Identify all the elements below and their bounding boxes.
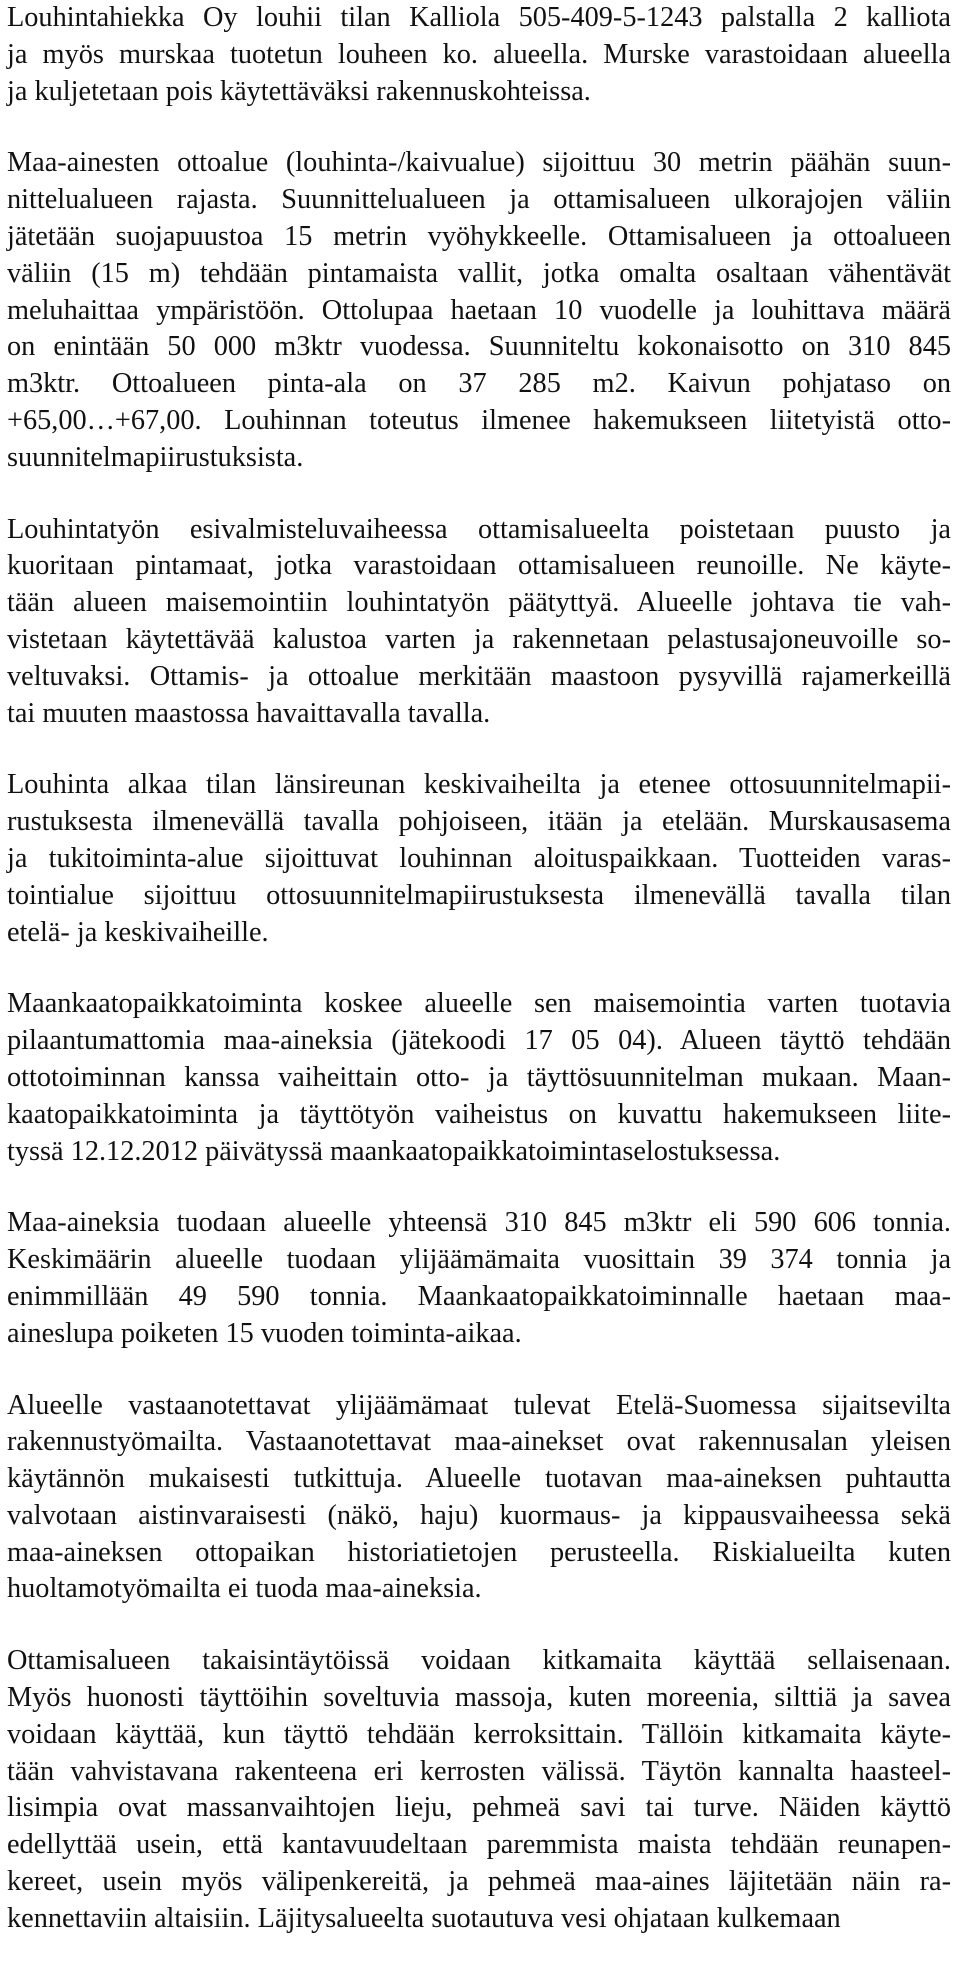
text-line: vistetaan käytettävää kalustoa varten ja rakennetaan pelastusajoneuvoille so- xyxy=(7,623,951,655)
text-line: ja kuljetetaan pois käytettäväksi rakennuskohteissa. xyxy=(7,75,591,107)
text-line: enimmillään 49 590 tonnia. Maankaatopaikkatoiminnalle haetaan maa- xyxy=(7,1280,951,1312)
text-line: Keskimäärin alueelle tuodaan ylijäämämaita vuosittain 39 374 tonnia ja xyxy=(7,1244,951,1276)
text-line: m3ktr. Ottoalueen pinta-ala on 37 285 m2. Kaivun pohjataso on xyxy=(7,368,951,400)
paragraph-2 xyxy=(7,145,951,476)
text-line: kuoritaan pintamaat, jotka varastoidaan ottamisalueen reunoille. Ne käyte- xyxy=(7,550,951,582)
text-line: voidaan käyttää, kun täyttö tehdään kerroksittain. Tällöin kitkamaita käyte- xyxy=(7,1718,951,1750)
text-line: ottotoiminnan kanssa vaiheittain otto- ja täyttösuunnitelman mukaan. Maan- xyxy=(7,1061,951,1093)
text-line: rakennustyömailta. Vastaanotettavat maa-ainekset ovat rakennusalan yleisen xyxy=(7,1426,951,1458)
text-line: Louhinta alkaa tilan länsireunan keskivaiheilta ja etenee ottosuunnitelmapii- xyxy=(7,769,951,801)
text-line: on enintään 50 000 m3ktr vuodessa. Suunniteltu kokonaisotto on 310 845 xyxy=(7,331,951,363)
text-line: kaatopaikkatoiminta ja täyttötyön vaiheistus on kuvattu hakemukseen liite- xyxy=(7,1098,951,1130)
paragraph-3 xyxy=(7,512,951,733)
text-line: tään vahvistavana rakenteena eri kerrosten välissä. Täytön kannalta haasteel- xyxy=(7,1755,951,1787)
text-line: Louhintatyön esivalmisteluvaiheessa ottamisalueelta poistetaan puusto ja xyxy=(7,513,951,545)
text-line: käytännön mukaisesti tutkittuja. Alueelle tuotavan maa-aineksen puhtautta xyxy=(7,1463,951,1495)
text-line: ja tukitoiminta-alue sijoittuvat louhinnan aloituspaikkaan. Tuotteiden varas- xyxy=(7,842,951,874)
document-page xyxy=(7,0,951,1973)
text-line: ja myös murskaa tuotetun louheen ko. alueella. Murske varastoidaan alueella xyxy=(7,38,951,70)
text-line: tyssä 12.12.2012 päivätyssä maankaatopaikkatoimintaselostuksessa. xyxy=(7,1135,781,1167)
paragraph-1 xyxy=(7,0,951,110)
text-line: pilaantumattomia maa-aineksia (jätekoodi 17 05 04). Alueen täyttö tehdään xyxy=(7,1025,951,1057)
text-line: edellyttää usein, että kantavuudeltaan paremmista maista tehdään reunapen- xyxy=(7,1829,951,1861)
text-line: nittelualueen rajasta. Suunnittelualueen ja ottamisalueen ulkorajojen väliin xyxy=(7,184,951,216)
text-line: +65,00…+67,00. Louhinnan toteutus ilmenee hakemukseen liitetyistä otto- xyxy=(7,404,951,436)
text-line: veltuvaksi. Ottamis- ja ottoalue merkitään maastoon pysyvillä rajamerkeillä xyxy=(7,660,951,692)
text-line: Maa-ainesten ottoalue (louhinta-/kaivualue) sijoittuu 30 metrin päähän suun- xyxy=(7,147,951,179)
paragraph-7 xyxy=(7,1388,951,1609)
text-line: huoltamotyömailta ei tuoda maa-aineksia. xyxy=(7,1573,482,1605)
text-line: Maa-aineksia tuodaan alueelle yhteensä 310 845 m3ktr eli 590 606 tonnia. xyxy=(7,1207,951,1239)
text-line: tai muuten maastossa havaittavalla tavalla. xyxy=(7,697,491,729)
text-line: meluhaittaa ympäristöön. Ottolupaa haetaan 10 vuodelle ja louhittava määrä xyxy=(7,294,951,326)
text-line: Myös huonosti täyttöihin soveltuvia massoja, kuten moreenia, silttiä ja savea xyxy=(7,1682,951,1714)
text-line: tointialue sijoittuu ottosuunnitelmapiirustuksesta ilmenevällä tavalla tilan xyxy=(7,879,951,911)
text-line: Alueelle vastaanotettavat ylijäämämaat tulevat Etelä-Suomessa sijaitsevilta xyxy=(7,1389,951,1421)
text-line: maa-aineksen ottopaikan historiatietojen perusteella. Riskialueilta kuten xyxy=(7,1536,951,1568)
text-line: aineslupa poiketen 15 vuoden toiminta-aikaa. xyxy=(7,1317,522,1349)
text-line: kennettaviin altaisiin. Läjitysalueelta suotautuva vesi ohjataan kulkemaan xyxy=(7,1902,841,1934)
paragraph-6 xyxy=(7,1205,951,1352)
paragraph-8 xyxy=(7,1643,951,1937)
text-line: Maankaatopaikkatoiminta koskee alueelle sen maisemointia varten tuotavia xyxy=(7,988,951,1020)
text-line: Ottamisalueen takaisintäytöissä voidaan kitkamaita käyttää sellaisenaan. xyxy=(7,1645,951,1677)
text-line: etelä- ja keskivaiheille. xyxy=(7,916,269,948)
text-line: jätetään suojapuustoa 15 metrin vyöhykkeelle. Ottamisalueen ja ottoalueen xyxy=(7,220,951,252)
text-line: kereet, usein myös välipenkereitä, ja pehmeä maa-aines läjitetään näin ra- xyxy=(7,1866,951,1898)
text-line: lisimpia ovat massanvaihtojen lieju, pehmeä savi tai turve. Näiden käyttö xyxy=(7,1792,951,1824)
paragraph-4 xyxy=(7,767,951,951)
text-line: väliin (15 m) tehdään pintamaista vallit, jotka omalta osaltaan vähentävät xyxy=(7,257,951,289)
text-line: rustuksesta ilmenevällä tavalla pohjoiseen, itään ja etelään. Murskausasema xyxy=(7,806,951,838)
text-line: tään alueen maisemointiin louhintatyön päätyttyä. Alueelle johtava tie vah- xyxy=(7,587,951,619)
text-line: valvotaan aistinvaraisesti (näkö, haju) kuormaus- ja kippausvaiheessa sekä xyxy=(7,1499,951,1531)
text-line: Louhintahiekka Oy louhii tilan Kalliola 505-409-5-1243 palstalla 2 kalliota xyxy=(7,2,951,33)
text-line: suunnitelmapiirustuksista. xyxy=(7,441,304,473)
paragraph-5 xyxy=(7,986,951,1170)
